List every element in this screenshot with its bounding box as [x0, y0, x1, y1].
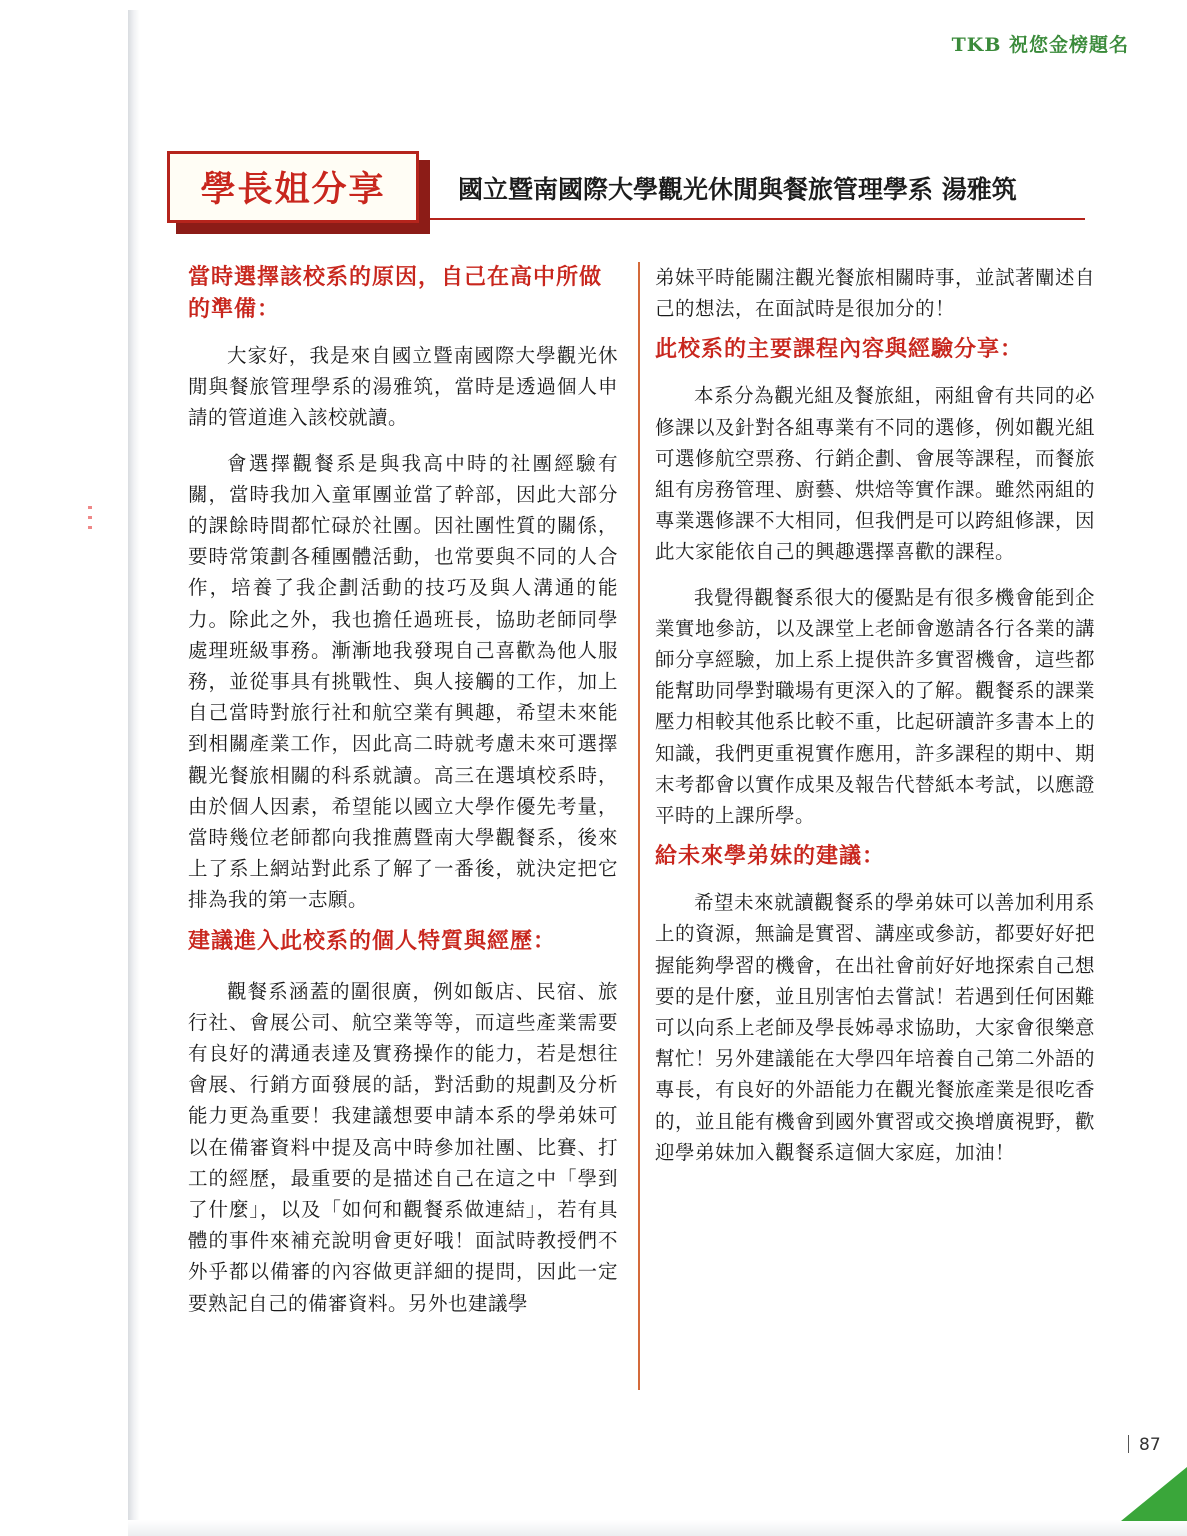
- q3-paragraph-2: 我覺得觀餐系很大的優點是有很多機會能到企業實地參訪，以及課堂上老師會邀請各行各業的講師分享經驗，加上系上提供許多實習機會，這些都能幫助同學對職場有更深入的了解。觀餐系的課業壓力相較其他系比較不重，比起研讀許多書本上的知識，我們更重視實作應用，許多課程的期中、期末考都會以實作成果及報告代替紙本考試，以應證平時的上課所學。: [655, 585, 1096, 828]
- q2-heading: 建議進入此校系的個人特質與經歷：: [188, 928, 557, 954]
- right-column: [655, 262, 1095, 1168]
- header-rule: [430, 218, 1085, 220]
- q2-paragraph-1: 觀餐系涵蓋的圍很廣，例如飯店、民宿、旅行社、會展公司、航空業等等，而這些產業需要有良好的溝通表達及實務操作的能力，若是想往會展、行銷方面發展的話，對活動的規劃及分析能力更為重要！我建議想要申請本系的學弟妹可以在備審資料中提及高中時參加社團、比賽、打工的經歷，最重要的是描述自己在這之中「學到了什麼」，以及「如何和觀餐系做連結」，若有具體的事件來補充說明會更好哦！面試時教授們不外乎都以備審的內容做更詳細的提問，因此一定要熟記自己的備審資料。另外也建議學: [188, 979, 618, 1315]
- q3-paragraph-1: 本系分為觀光組及餐旅組，兩組會有共同的必修課以及針對各組專業有不同的選修，例如觀光組可選修航空票務、行銷企劃、會展等課程，而餐旅組有房務管理、廚藝、烘焙等實作課。雖然兩組的專業選修課不大相同，但我們是可以跨組修課，因此大家能依自己的興趣選擇喜歡的課程。: [655, 384, 1096, 564]
- q1-heading: 當時選擇該校系的原因，自己在高中所做的準備：: [188, 265, 603, 322]
- section-badge: [167, 151, 419, 223]
- page-binding-shadow: [128, 10, 140, 1520]
- continuation-paragraph: 弟妹平時能關注觀光餐旅相關時事，並試著闡述自己的想法，在面試時是很加分的！: [655, 266, 1096, 321]
- page-number: [1128, 1435, 1161, 1455]
- q1-paragraph-1: 大家好，我是來自國立暨南國際大學觀光休閒與餐旅管理學系的湯雅筑，當時是透過個人申請的管道進入該校就讀。: [188, 344, 618, 430]
- q3-heading: 此校系的主要課程內容與經驗分享：: [655, 337, 1024, 363]
- margin-marks: [88, 506, 92, 536]
- department-author-title: 國立暨南國際大學觀光休閒與餐旅管理學系 湯雅筑: [458, 175, 1017, 204]
- q1-paragraph-2: 會選擇觀餐系是與我高中時的社團經驗有關，當時我加入童軍團並當了幹部，因此大部分的課餘時間都忙碌於社團。因社團性質的關係，要時常策劃各種團體活動，也常要與不同的人合作，培養了我企劃活動的技巧及與人溝通的能力。除此之外，我也擔任過班長，協助老師同學處理班級事務。漸漸地我發現自己喜歡為他人服務，並從事具有挑戰性、與人接觸的工作，加上自己當時對旅行社和航空業有興趣，希望未來能到相關產業工作，因此高二時就考慮未來可選擇觀光餐旅相關的科系就讀。高三在選填校系時，由於個人因素，希望能以國立大學作優先考量，當時幾位老師都向我推薦暨南大學觀餐系，後來上了系上網站對此系了解了一番後，就決定把它排為我的第一志願。: [188, 451, 618, 912]
- left-column: [188, 262, 618, 1319]
- column-divider: [638, 262, 640, 1390]
- q4-paragraph-1: 希望未來就讀觀餐系的學弟妹可以善加利用系上的資源，無論是實習、講座或參訪，都要好好把握能夠學習的機會，在出社會前好好地探索自己想要的是什麼，並且別害怕去嘗試！若遇到任何困難可以向系上老師及學長姊尋求協助，大家會很樂意幫忙！另外建議能在大學四年培養自己第二外語的專長，有良好的外語能力在觀光餐旅產業是很吃香的，並且能有機會到國外實習或交換增廣視野，歡迎學弟妹加入觀餐系這個大家庭，加油！: [655, 891, 1096, 1164]
- corner-triangle-decoration: [1121, 1467, 1187, 1521]
- page-bottom-edge: [128, 1520, 1187, 1536]
- folio-bar: [1128, 1435, 1129, 1453]
- page-number-text: 87: [1139, 1435, 1161, 1455]
- brand-slogan: TKB 祝您金榜題名: [951, 34, 1129, 56]
- badge-label: 學長姐分享: [200, 170, 386, 210]
- q4-heading: 給未來學弟妹的建議：: [655, 844, 886, 870]
